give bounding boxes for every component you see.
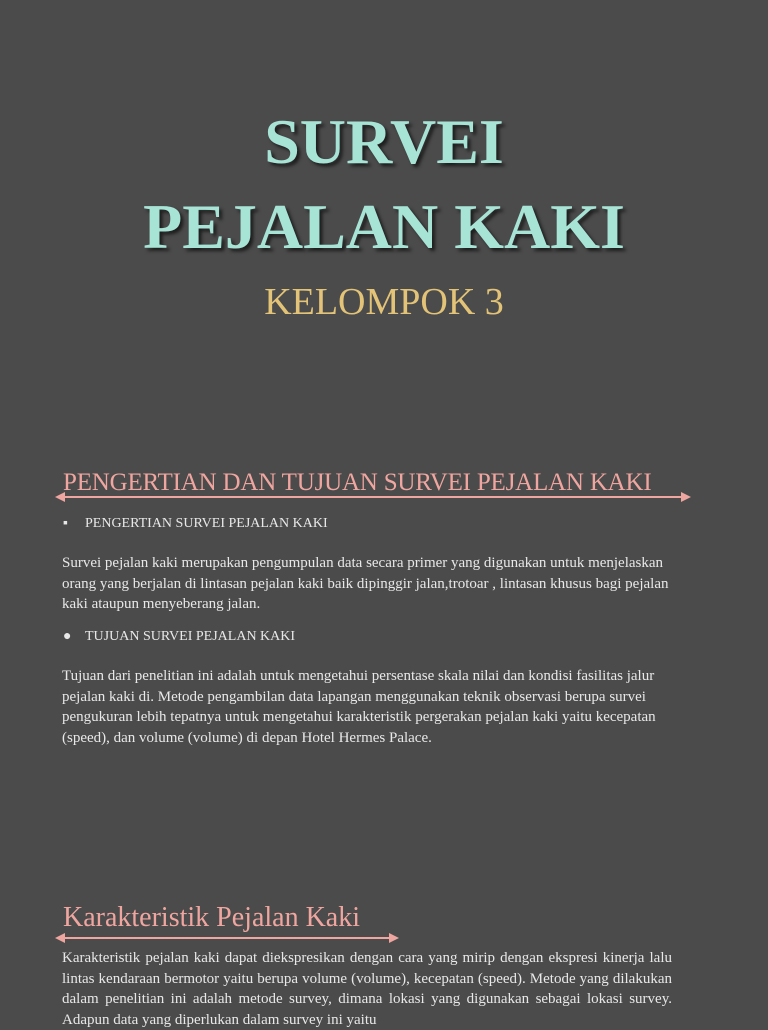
round-bullet-icon: ● — [63, 629, 72, 644]
square-bullet-icon: ▪ — [63, 516, 68, 531]
bullet-label: PENGERTIAN SURVEI PEJALAN KAKI — [85, 516, 328, 531]
bullet-label: TUJUAN SURVEI PEJALAN KAKI — [85, 629, 296, 644]
page-subtitle: KELOMPOK 3 — [264, 281, 504, 323]
double-arrow-divider — [55, 492, 691, 502]
bullet-item-pengertian — [63, 517, 328, 531]
paragraph-tujuan: Tujuan dari penelitian ini adalah untuk mengetahui persentase skala nilai dan kondisi fasilitas jalur pejalan kaki di. Metode pengambilan data lapangan menggunakan teknik observasi berupa survei pengukuran lebih tepatnya untuk mengetahui karakteristik pergerakan pejalan kaki yaitu kecepatan (speed), dan volume (volume) di depan Hotel Hermes Palace. — [62, 668, 656, 746]
section-heading-pengertian: PENGERTIAN DAN TUJUAN SURVEI PEJALAN KAKI — [63, 469, 652, 496]
section-heading-karakteristik: Karakteristik Pejalan Kaki — [63, 902, 361, 933]
divider-line — [63, 496, 683, 498]
bullet-item-tujuan — [63, 630, 295, 644]
arrow-right-icon — [389, 933, 399, 943]
paragraph-karakteristik: Karakteristik pejalan kaki dapat diekspresikan dengan cara yang mirip dengan ekspresi kinerja lalu lintas kendaraan bermotor yaitu berupa volume (volume), kecepatan (speed). Metode yang dilakukan dalam penelitian ini adalah metode survey, dimana lokasi yang digunakan sebagai lokasi survey. Adapun data yang diperlukan dalam survey ini yaitu — [62, 950, 672, 1028]
arrow-right-icon — [681, 492, 691, 502]
page-title-line2: PEJALAN KAKI — [143, 191, 625, 262]
paragraph-pengertian: Survei pejalan kaki merupakan pengumpulan data secara primer yang digunakan untuk menjelaskan orang yang berjalan di lintasan pejalan kaki baik dipinggir jalan,trotoar , lintasan khusus bagi pejalan kaki ataupun menyeberang jalan. — [62, 555, 669, 612]
divider-line — [63, 937, 391, 939]
double-arrow-divider — [55, 933, 399, 943]
page-title-line1: SURVEI — [264, 106, 504, 177]
